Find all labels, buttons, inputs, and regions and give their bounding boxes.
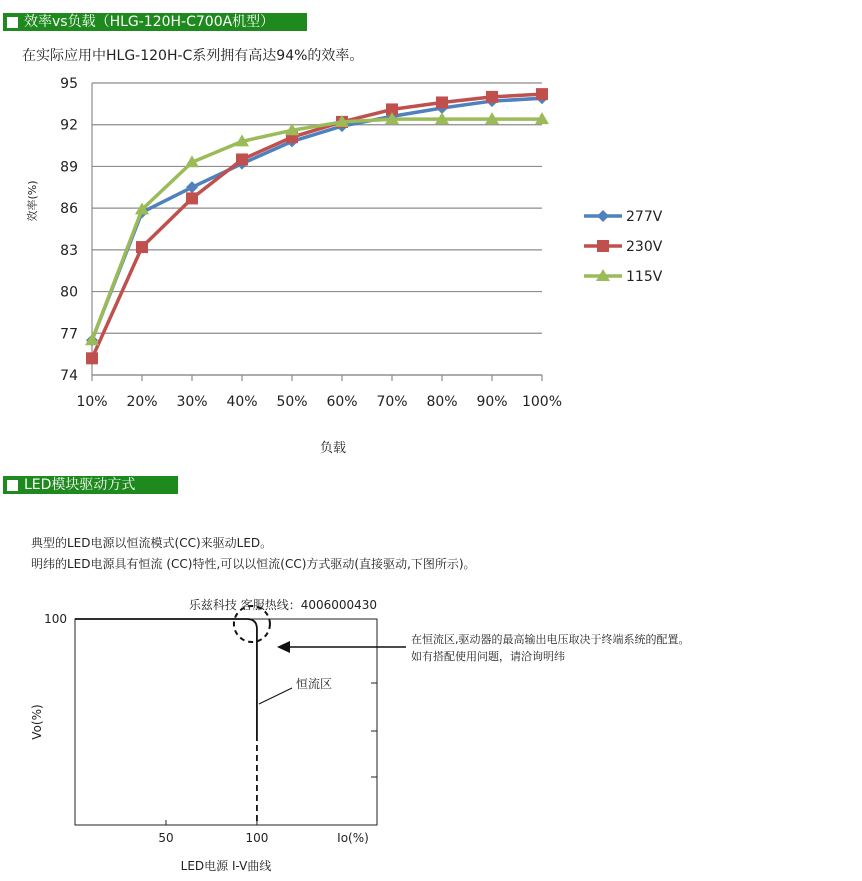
data-point: [236, 153, 248, 165]
data-point: [536, 88, 548, 100]
x-tick-label: 30%: [176, 394, 208, 410]
x-tick-label: 50: [158, 831, 174, 845]
cc-region-pointer: [259, 688, 292, 704]
data-point: [186, 192, 198, 204]
led-drive-description-2: 明纬的LED电源具有恒流 (CC)特性,可以以恒流(CC)方式驱动(直接驱动,下图所示)。: [31, 557, 476, 571]
efficiency-intro-text: 在实际应用中HLG-120H-C系列拥有高达94%的效率。: [22, 48, 364, 64]
x-tick-label: 90%: [476, 394, 508, 410]
x-tick-label: 80%: [426, 394, 458, 410]
x-tick-label: 100%: [521, 394, 563, 410]
knee-highlight-circle: [234, 606, 270, 642]
led-drive-section-title: LED模块驱动方式: [24, 477, 136, 493]
y-axis-label: 效率(%): [26, 180, 39, 222]
x-tick-label: 60%: [326, 394, 358, 410]
series-115V: [85, 112, 549, 345]
iv-plot-frame: [75, 619, 377, 825]
x-tick-label: 70%: [376, 394, 408, 410]
data-point: [597, 210, 609, 222]
iv-chart-caption: LED电源 I-V曲线: [180, 859, 272, 873]
data-point: [436, 96, 448, 108]
cc-region-note-2: 如有搭配使用问题，请洽询明纬: [411, 650, 565, 663]
y-tick-label: 74: [60, 368, 78, 384]
led-drive-section-header: [3, 476, 178, 494]
led-drive-description-1: 典型的LED电源以恒流模式(CC)来驱动LED。: [31, 536, 273, 550]
efficiency-section-title: 效率vs负载（HLG-120H-C700A机型）: [24, 14, 275, 30]
x-tick-label: 10%: [76, 394, 108, 410]
y-tick-label: 80: [60, 284, 78, 301]
y-tick-label: 86: [60, 201, 78, 218]
y-axis-label: Vo(%): [30, 704, 44, 740]
data-point: [486, 91, 498, 103]
x-tick-label: 100: [245, 831, 269, 845]
x-tick-label: 50%: [276, 394, 308, 410]
data-point: [597, 240, 609, 252]
legend-label: 277V: [626, 209, 663, 225]
note-arrow-head: [277, 641, 290, 653]
data-point: [86, 352, 98, 364]
series-230V: [86, 88, 548, 364]
x-tick-label: 20%: [126, 394, 158, 410]
data-point: [136, 241, 148, 253]
y-tick-label: 77: [60, 326, 78, 343]
iv-curve-solid: [75, 619, 257, 735]
y-tick-label: 100: [44, 612, 67, 626]
x-axis-label: Io(%): [337, 831, 369, 845]
y-tick-label: 89: [60, 159, 78, 176]
x-tick-label: 40%: [226, 394, 258, 410]
y-tick-label: 92: [60, 117, 78, 134]
cc-region-label: 恒流区: [296, 677, 333, 691]
y-tick-label: 95: [60, 76, 78, 92]
legend-label: 115V: [626, 269, 663, 285]
x-axis-label: 负载: [319, 441, 347, 456]
series-line: [92, 98, 542, 340]
data-point: [186, 181, 198, 193]
legend-label: 230V: [626, 239, 663, 255]
cc-region-note-1: 在恒流区,驱动器的最高输出电压取决于终端系统的配置。: [411, 633, 690, 646]
y-tick-label: 83: [60, 242, 78, 259]
header-square-icon: [7, 480, 18, 491]
iv-chart-title: 乐兹科技 客服热线：4006000430: [188, 598, 378, 612]
